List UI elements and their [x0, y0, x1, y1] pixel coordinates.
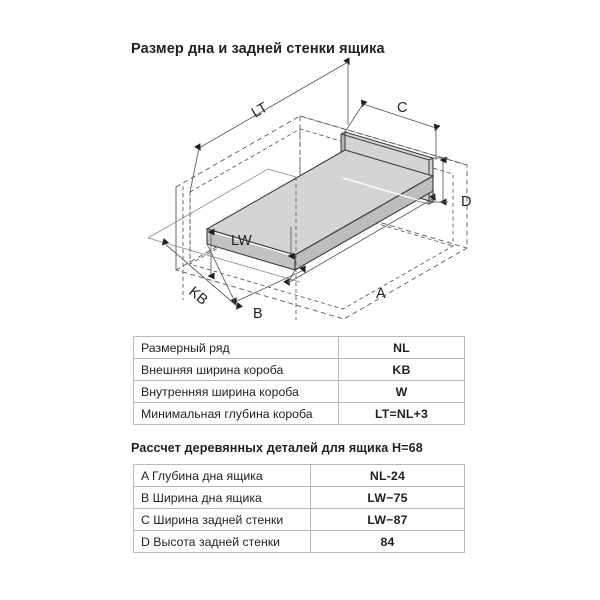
- row-value: NL-24: [311, 465, 465, 487]
- dim-d: [433, 158, 448, 202]
- row-label: Внутренняя ширина короба: [134, 381, 339, 403]
- row-label: D Высота задней стенки: [134, 531, 311, 553]
- table-row: [134, 403, 465, 425]
- table-row: [134, 531, 465, 553]
- row-value: LT=NL+3: [339, 403, 465, 425]
- bottom-panel: [207, 150, 433, 270]
- table-row: [134, 381, 465, 403]
- table-row: [134, 487, 465, 509]
- row-label: Размерный ряд: [134, 337, 339, 359]
- dim-label-lw: LW: [231, 233, 252, 249]
- dim-label-b: B: [253, 306, 263, 322]
- dim-label-kb: KB: [185, 283, 211, 309]
- wooden-parts-table: [133, 464, 465, 553]
- row-label: Минимальная глубина короба: [134, 403, 339, 425]
- row-label: B Ширина дна ящика: [134, 487, 311, 509]
- row-value: 84: [311, 531, 465, 553]
- row-value: W: [339, 381, 465, 403]
- dim-label-a: A: [376, 286, 386, 302]
- row-value: NL: [339, 337, 465, 359]
- table-row: [134, 359, 465, 381]
- row-label: A Глубина дна ящика: [134, 465, 311, 487]
- table-row: [134, 337, 465, 359]
- dimension-series-table: [133, 336, 465, 425]
- table-row: [134, 465, 465, 487]
- row-value: KB: [339, 359, 465, 381]
- table-row: [134, 509, 465, 531]
- row-value: LW−75: [311, 487, 465, 509]
- page-title: Размер дна и задней стенки ящика: [131, 41, 385, 57]
- dim-label-d: D: [461, 194, 472, 210]
- row-value: LW−87: [311, 509, 465, 531]
- dim-label-lt: LT: [249, 99, 271, 122]
- dim-label-c: C: [397, 100, 408, 116]
- section-title-wooden-parts: Рассчет деревянных деталей для ящика H=68: [131, 441, 423, 455]
- row-label: Внешняя ширина короба: [134, 359, 339, 381]
- row-label: C Ширина задней стенки: [134, 509, 311, 531]
